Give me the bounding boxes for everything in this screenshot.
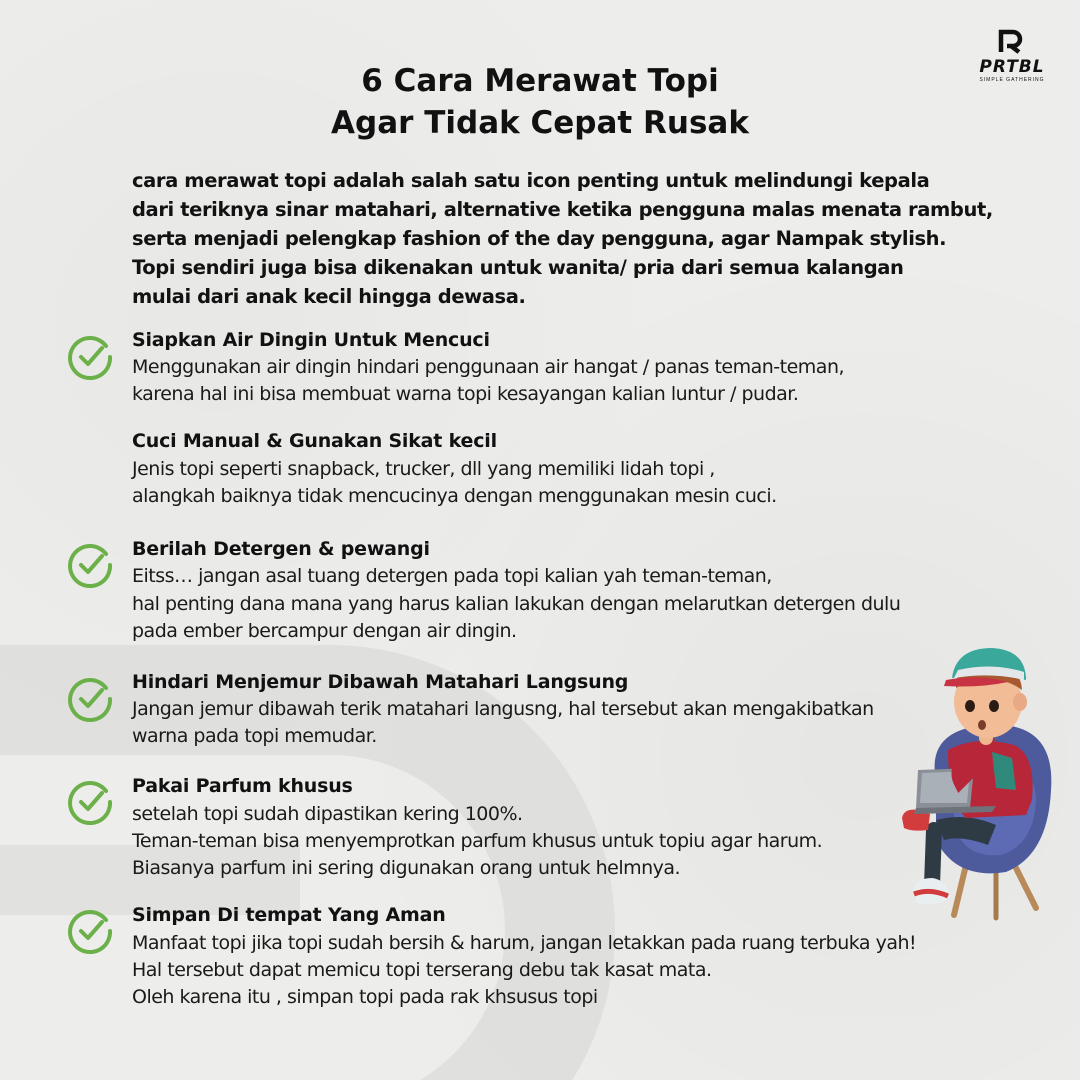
tip-line: setelah topi sudah dipastikan kering 100%. — [132, 803, 523, 825]
tip-line: Jenis topi seperti snapback, trucker, dll yang memiliki lidah topi , — [132, 458, 715, 480]
character-illustration — [896, 640, 1066, 930]
tip-heading: Hindari Menjemur Dibawah Matahari Langsung — [132, 671, 629, 693]
tip-line: pada ember bercampur dengan air dingin. — [132, 620, 517, 642]
tip-line: karena hal ini bisa membuat warna topi kesayangan kalian luntur / pudar. — [132, 383, 799, 405]
tip-line: Biasanya parfum ini sering digunakan orang untuk helmnya. — [132, 857, 681, 879]
tip-line: hal penting dana mana yang harus kalian lakukan dengan melarutkan detergen dulu — [132, 593, 901, 615]
prtbl-logo-icon — [997, 28, 1027, 54]
tip-heading: Pakai Parfum khusus — [132, 775, 353, 797]
intro-line: serta menjadi pelengkap fashion of the day pengguna, agar Nampak stylish. — [132, 227, 947, 250]
title-line-1: 6 Cara Merawat Topi — [361, 63, 719, 99]
tip-heading: Simpan Di tempat Yang Aman — [132, 904, 446, 926]
tip-line: Hal tersebut dapat memicu topi terserang debu tak kasat mata. — [132, 959, 712, 981]
tip-line: Teman-teman bisa menyemprotkan parfum khusus untuk topiu agar harum. — [132, 830, 823, 852]
check-circle-icon — [66, 674, 116, 724]
tip-line: Eitss… jangan asal tuang detergen pada topi kalian yah teman-teman, — [132, 565, 772, 587]
intro-line: Topi sendiri juga bisa dikenakan untuk wanita/ pria dari semua kalangan — [132, 256, 904, 279]
title-line-2: Agar Tidak Cepat Rusak — [331, 105, 749, 141]
intro-paragraph — [132, 166, 1012, 311]
check-circle-icon — [66, 332, 116, 382]
tip-heading: Berilah Detergen & pewangi — [132, 538, 430, 560]
page-title — [0, 60, 1080, 144]
intro-line: dari teriknya sinar matahari, alternative ketika pengguna malas menata rambut, — [132, 198, 993, 221]
tip-line: Oleh karena itu , simpan topi pada rak khsusus topi — [132, 986, 598, 1008]
tip-line: Jangan jemur dibawah terik matahari langusng, hal tersebut akan mengakibatkan — [132, 698, 874, 720]
check-circle-icon — [66, 540, 116, 590]
intro-line: cara merawat topi adalah salah satu icon penting untuk melindungi kepala — [132, 169, 930, 192]
tip-line: Manfaat topi jika topi sudah bersih & harum, jangan letakkan pada ruang terbuka yah! — [132, 932, 917, 954]
brand-name: PRTBL — [979, 57, 1045, 77]
brand-tagline: SIMPLE GATHERING — [979, 77, 1045, 83]
intro-line: mulai dari anak kecil hingga dewasa. — [132, 285, 526, 308]
tip-line: warna pada topi memudar. — [132, 725, 377, 747]
check-circle-icon — [66, 906, 116, 956]
tip-line: alangkah baiknya tidak mencucinya dengan menggunakan mesin cuci. — [132, 485, 777, 507]
tip-line: Menggunakan air dingin hindari penggunaan air hangat / panas teman-teman, — [132, 356, 845, 378]
check-circle-icon — [66, 777, 116, 827]
tip-heading: Cuci Manual & Gunakan Sikat kecil — [132, 430, 497, 452]
tip-heading: Siapkan Air Dingin Untuk Mencuci — [132, 329, 490, 351]
